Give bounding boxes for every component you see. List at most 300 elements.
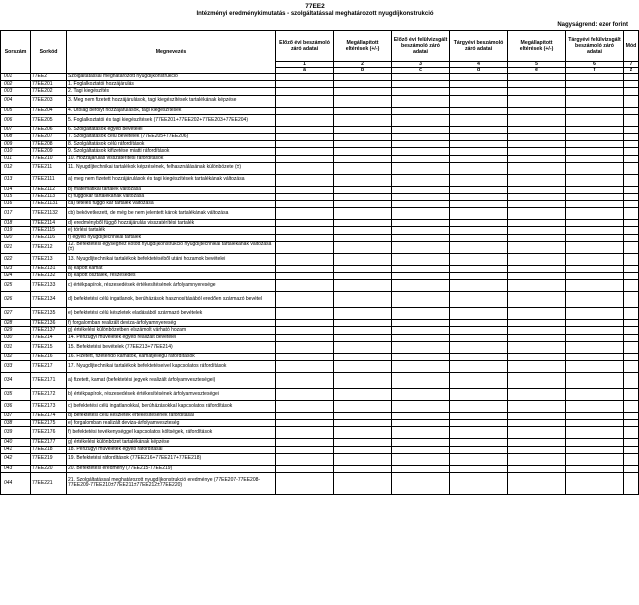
value-cell-4[interactable] (450, 227, 508, 234)
value-cell-4[interactable] (450, 174, 508, 186)
value-cell-5[interactable] (508, 241, 566, 253)
value-cell-7[interactable] (624, 126, 639, 133)
value-cell-1[interactable] (276, 341, 334, 353)
value-cell-6[interactable] (566, 388, 624, 400)
value-cell-1[interactable] (276, 400, 334, 412)
value-cell-6[interactable] (566, 186, 624, 193)
value-cell-6[interactable] (566, 148, 624, 155)
value-cell-5[interactable] (508, 412, 566, 419)
value-cell-3[interactable] (392, 148, 450, 155)
value-cell-6[interactable] (566, 412, 624, 419)
value-cell-4[interactable] (450, 208, 508, 220)
value-cell-3[interactable] (392, 439, 450, 446)
value-cell-4[interactable] (450, 280, 508, 292)
value-cell-3[interactable] (392, 141, 450, 148)
value-cell-3[interactable] (392, 372, 450, 388)
value-cell-3[interactable] (392, 74, 450, 81)
value-cell-6[interactable] (566, 107, 624, 114)
value-cell-1[interactable] (276, 280, 334, 292)
value-cell-7[interactable] (624, 334, 639, 341)
value-cell-1[interactable] (276, 227, 334, 234)
value-cell-2[interactable] (334, 439, 392, 446)
value-cell-1[interactable] (276, 472, 334, 494)
value-cell-7[interactable] (624, 208, 639, 220)
value-cell-5[interactable] (508, 126, 566, 133)
value-cell-5[interactable] (508, 81, 566, 88)
value-cell-1[interactable] (276, 126, 334, 133)
value-cell-5[interactable] (508, 234, 566, 241)
value-cell-2[interactable] (334, 280, 392, 292)
value-cell-6[interactable] (566, 308, 624, 320)
value-cell-4[interactable] (450, 162, 508, 174)
value-cell-4[interactable] (450, 420, 508, 427)
value-cell-3[interactable] (392, 253, 450, 265)
value-cell-5[interactable] (508, 186, 566, 193)
value-cell-3[interactable] (392, 327, 450, 334)
value-cell-1[interactable] (276, 241, 334, 253)
value-cell-2[interactable] (334, 126, 392, 133)
value-cell-4[interactable] (450, 81, 508, 88)
value-cell-3[interactable] (392, 446, 450, 453)
value-cell-2[interactable] (334, 208, 392, 220)
value-cell-6[interactable] (566, 327, 624, 334)
value-cell-4[interactable] (450, 220, 508, 227)
value-cell-5[interactable] (508, 420, 566, 427)
value-cell-6[interactable] (566, 320, 624, 327)
value-cell-6[interactable] (566, 81, 624, 88)
value-cell-7[interactable] (624, 88, 639, 95)
value-cell-2[interactable] (334, 265, 392, 272)
value-cell-3[interactable] (392, 308, 450, 320)
value-cell-7[interactable] (624, 446, 639, 453)
value-cell-5[interactable] (508, 155, 566, 162)
value-cell-2[interactable] (334, 308, 392, 320)
value-cell-1[interactable] (276, 220, 334, 227)
value-cell-6[interactable] (566, 241, 624, 253)
value-cell-6[interactable] (566, 220, 624, 227)
value-cell-6[interactable] (566, 465, 624, 472)
value-cell-5[interactable] (508, 193, 566, 200)
value-cell-3[interactable] (392, 453, 450, 465)
value-cell-1[interactable] (276, 253, 334, 265)
value-cell-1[interactable] (276, 292, 334, 308)
value-cell-7[interactable] (624, 292, 639, 308)
value-cell-5[interactable] (508, 388, 566, 400)
value-cell-7[interactable] (624, 472, 639, 494)
value-cell-3[interactable] (392, 186, 450, 193)
value-cell-2[interactable] (334, 472, 392, 494)
value-cell-2[interactable] (334, 412, 392, 419)
value-cell-3[interactable] (392, 81, 450, 88)
value-cell-6[interactable] (566, 201, 624, 208)
value-cell-7[interactable] (624, 273, 639, 280)
value-cell-6[interactable] (566, 372, 624, 388)
value-cell-2[interactable] (334, 320, 392, 327)
value-cell-1[interactable] (276, 388, 334, 400)
value-cell-4[interactable] (450, 273, 508, 280)
value-cell-6[interactable] (566, 193, 624, 200)
value-cell-6[interactable] (566, 126, 624, 133)
value-cell-2[interactable] (334, 201, 392, 208)
value-cell-7[interactable] (624, 220, 639, 227)
value-cell-4[interactable] (450, 427, 508, 439)
value-cell-4[interactable] (450, 320, 508, 327)
value-cell-4[interactable] (450, 107, 508, 114)
value-cell-2[interactable] (334, 74, 392, 81)
value-cell-6[interactable] (566, 265, 624, 272)
value-cell-1[interactable] (276, 265, 334, 272)
value-cell-3[interactable] (392, 334, 450, 341)
value-cell-7[interactable] (624, 465, 639, 472)
value-cell-4[interactable] (450, 400, 508, 412)
value-cell-4[interactable] (450, 453, 508, 465)
value-cell-4[interactable] (450, 465, 508, 472)
value-cell-2[interactable] (334, 465, 392, 472)
value-cell-2[interactable] (334, 133, 392, 140)
value-cell-4[interactable] (450, 334, 508, 341)
value-cell-1[interactable] (276, 208, 334, 220)
value-cell-3[interactable] (392, 107, 450, 114)
value-cell-7[interactable] (624, 353, 639, 360)
value-cell-2[interactable] (334, 148, 392, 155)
value-cell-4[interactable] (450, 327, 508, 334)
value-cell-4[interactable] (450, 186, 508, 193)
value-cell-1[interactable] (276, 155, 334, 162)
value-cell-3[interactable] (392, 353, 450, 360)
value-cell-1[interactable] (276, 234, 334, 241)
value-cell-2[interactable] (334, 227, 392, 234)
value-cell-3[interactable] (392, 220, 450, 227)
value-cell-2[interactable] (334, 341, 392, 353)
value-cell-4[interactable] (450, 353, 508, 360)
value-cell-5[interactable] (508, 446, 566, 453)
value-cell-7[interactable] (624, 372, 639, 388)
value-cell-4[interactable] (450, 388, 508, 400)
value-cell-5[interactable] (508, 273, 566, 280)
value-cell-1[interactable] (276, 420, 334, 427)
value-cell-1[interactable] (276, 353, 334, 360)
value-cell-2[interactable] (334, 388, 392, 400)
value-cell-3[interactable] (392, 472, 450, 494)
value-cell-6[interactable] (566, 253, 624, 265)
value-cell-6[interactable] (566, 133, 624, 140)
value-cell-1[interactable] (276, 74, 334, 81)
value-cell-1[interactable] (276, 162, 334, 174)
value-cell-4[interactable] (450, 234, 508, 241)
value-cell-4[interactable] (450, 372, 508, 388)
value-cell-7[interactable] (624, 234, 639, 241)
value-cell-5[interactable] (508, 292, 566, 308)
value-cell-4[interactable] (450, 292, 508, 308)
value-cell-1[interactable] (276, 114, 334, 126)
value-cell-2[interactable] (334, 360, 392, 372)
value-cell-6[interactable] (566, 400, 624, 412)
value-cell-6[interactable] (566, 174, 624, 186)
value-cell-1[interactable] (276, 148, 334, 155)
value-cell-1[interactable] (276, 201, 334, 208)
value-cell-5[interactable] (508, 453, 566, 465)
value-cell-7[interactable] (624, 439, 639, 446)
value-cell-5[interactable] (508, 360, 566, 372)
value-cell-1[interactable] (276, 81, 334, 88)
value-cell-2[interactable] (334, 186, 392, 193)
value-cell-1[interactable] (276, 412, 334, 419)
value-cell-2[interactable] (334, 107, 392, 114)
value-cell-6[interactable] (566, 292, 624, 308)
value-cell-3[interactable] (392, 227, 450, 234)
value-cell-1[interactable] (276, 453, 334, 465)
value-cell-5[interactable] (508, 148, 566, 155)
value-cell-7[interactable] (624, 95, 639, 107)
value-cell-1[interactable] (276, 465, 334, 472)
value-cell-2[interactable] (334, 273, 392, 280)
value-cell-6[interactable] (566, 95, 624, 107)
value-cell-5[interactable] (508, 74, 566, 81)
value-cell-7[interactable] (624, 253, 639, 265)
value-cell-5[interactable] (508, 341, 566, 353)
value-cell-7[interactable] (624, 388, 639, 400)
value-cell-7[interactable] (624, 241, 639, 253)
value-cell-2[interactable] (334, 162, 392, 174)
value-cell-7[interactable] (624, 74, 639, 81)
value-cell-2[interactable] (334, 427, 392, 439)
value-cell-2[interactable] (334, 292, 392, 308)
value-cell-6[interactable] (566, 208, 624, 220)
value-cell-4[interactable] (450, 201, 508, 208)
value-cell-4[interactable] (450, 148, 508, 155)
value-cell-7[interactable] (624, 341, 639, 353)
value-cell-7[interactable] (624, 148, 639, 155)
value-cell-4[interactable] (450, 88, 508, 95)
value-cell-7[interactable] (624, 360, 639, 372)
value-cell-3[interactable] (392, 465, 450, 472)
value-cell-1[interactable] (276, 427, 334, 439)
value-cell-5[interactable] (508, 141, 566, 148)
value-cell-2[interactable] (334, 453, 392, 465)
value-cell-6[interactable] (566, 280, 624, 292)
value-cell-2[interactable] (334, 372, 392, 388)
value-cell-3[interactable] (392, 162, 450, 174)
value-cell-1[interactable] (276, 133, 334, 140)
value-cell-3[interactable] (392, 193, 450, 200)
value-cell-2[interactable] (334, 420, 392, 427)
value-cell-3[interactable] (392, 126, 450, 133)
value-cell-4[interactable] (450, 126, 508, 133)
value-cell-2[interactable] (334, 253, 392, 265)
value-cell-5[interactable] (508, 227, 566, 234)
value-cell-5[interactable] (508, 208, 566, 220)
value-cell-5[interactable] (508, 174, 566, 186)
value-cell-5[interactable] (508, 265, 566, 272)
value-cell-7[interactable] (624, 155, 639, 162)
value-cell-6[interactable] (566, 234, 624, 241)
value-cell-7[interactable] (624, 453, 639, 465)
value-cell-4[interactable] (450, 308, 508, 320)
value-cell-3[interactable] (392, 400, 450, 412)
value-cell-6[interactable] (566, 353, 624, 360)
value-cell-6[interactable] (566, 74, 624, 81)
value-cell-4[interactable] (450, 155, 508, 162)
value-cell-4[interactable] (450, 241, 508, 253)
value-cell-4[interactable] (450, 412, 508, 419)
value-cell-4[interactable] (450, 360, 508, 372)
value-cell-3[interactable] (392, 155, 450, 162)
value-cell-5[interactable] (508, 439, 566, 446)
value-cell-5[interactable] (508, 114, 566, 126)
value-cell-2[interactable] (334, 95, 392, 107)
value-cell-2[interactable] (334, 155, 392, 162)
value-cell-1[interactable] (276, 273, 334, 280)
value-cell-3[interactable] (392, 427, 450, 439)
value-cell-4[interactable] (450, 133, 508, 140)
value-cell-6[interactable] (566, 273, 624, 280)
value-cell-6[interactable] (566, 162, 624, 174)
value-cell-1[interactable] (276, 327, 334, 334)
value-cell-7[interactable] (624, 227, 639, 234)
value-cell-3[interactable] (392, 234, 450, 241)
value-cell-2[interactable] (334, 446, 392, 453)
value-cell-3[interactable] (392, 360, 450, 372)
value-cell-2[interactable] (334, 174, 392, 186)
value-cell-6[interactable] (566, 141, 624, 148)
value-cell-7[interactable] (624, 412, 639, 419)
value-cell-3[interactable] (392, 241, 450, 253)
value-cell-3[interactable] (392, 388, 450, 400)
value-cell-3[interactable] (392, 320, 450, 327)
value-cell-4[interactable] (450, 253, 508, 265)
value-cell-1[interactable] (276, 107, 334, 114)
value-cell-7[interactable] (624, 427, 639, 439)
value-cell-7[interactable] (624, 193, 639, 200)
value-cell-3[interactable] (392, 341, 450, 353)
value-cell-3[interactable] (392, 265, 450, 272)
value-cell-3[interactable] (392, 133, 450, 140)
value-cell-3[interactable] (392, 280, 450, 292)
value-cell-1[interactable] (276, 320, 334, 327)
value-cell-6[interactable] (566, 227, 624, 234)
value-cell-5[interactable] (508, 201, 566, 208)
value-cell-2[interactable] (334, 114, 392, 126)
value-cell-4[interactable] (450, 193, 508, 200)
value-cell-5[interactable] (508, 280, 566, 292)
value-cell-7[interactable] (624, 327, 639, 334)
value-cell-2[interactable] (334, 400, 392, 412)
value-cell-4[interactable] (450, 74, 508, 81)
value-cell-3[interactable] (392, 174, 450, 186)
value-cell-5[interactable] (508, 465, 566, 472)
value-cell-3[interactable] (392, 420, 450, 427)
value-cell-5[interactable] (508, 353, 566, 360)
value-cell-3[interactable] (392, 273, 450, 280)
value-cell-4[interactable] (450, 114, 508, 126)
value-cell-7[interactable] (624, 280, 639, 292)
value-cell-3[interactable] (392, 292, 450, 308)
value-cell-5[interactable] (508, 427, 566, 439)
value-cell-6[interactable] (566, 155, 624, 162)
value-cell-3[interactable] (392, 95, 450, 107)
value-cell-5[interactable] (508, 133, 566, 140)
value-cell-3[interactable] (392, 88, 450, 95)
value-cell-1[interactable] (276, 360, 334, 372)
value-cell-6[interactable] (566, 420, 624, 427)
value-cell-2[interactable] (334, 327, 392, 334)
value-cell-5[interactable] (508, 88, 566, 95)
value-cell-2[interactable] (334, 193, 392, 200)
value-cell-7[interactable] (624, 141, 639, 148)
value-cell-6[interactable] (566, 453, 624, 465)
value-cell-7[interactable] (624, 265, 639, 272)
value-cell-6[interactable] (566, 472, 624, 494)
value-cell-3[interactable] (392, 208, 450, 220)
value-cell-1[interactable] (276, 95, 334, 107)
value-cell-4[interactable] (450, 265, 508, 272)
value-cell-3[interactable] (392, 201, 450, 208)
value-cell-7[interactable] (624, 162, 639, 174)
value-cell-4[interactable] (450, 95, 508, 107)
value-cell-4[interactable] (450, 472, 508, 494)
value-cell-7[interactable] (624, 133, 639, 140)
value-cell-7[interactable] (624, 174, 639, 186)
value-cell-7[interactable] (624, 201, 639, 208)
value-cell-1[interactable] (276, 372, 334, 388)
value-cell-5[interactable] (508, 107, 566, 114)
value-cell-5[interactable] (508, 220, 566, 227)
value-cell-5[interactable] (508, 320, 566, 327)
value-cell-1[interactable] (276, 334, 334, 341)
value-cell-1[interactable] (276, 174, 334, 186)
value-cell-2[interactable] (334, 141, 392, 148)
value-cell-5[interactable] (508, 372, 566, 388)
value-cell-7[interactable] (624, 308, 639, 320)
value-cell-7[interactable] (624, 420, 639, 427)
value-cell-7[interactable] (624, 320, 639, 327)
value-cell-5[interactable] (508, 334, 566, 341)
value-cell-5[interactable] (508, 162, 566, 174)
value-cell-6[interactable] (566, 334, 624, 341)
value-cell-6[interactable] (566, 439, 624, 446)
value-cell-1[interactable] (276, 193, 334, 200)
value-cell-5[interactable] (508, 327, 566, 334)
value-cell-4[interactable] (450, 446, 508, 453)
value-cell-7[interactable] (624, 114, 639, 126)
value-cell-1[interactable] (276, 186, 334, 193)
value-cell-1[interactable] (276, 446, 334, 453)
value-cell-2[interactable] (334, 334, 392, 341)
value-cell-2[interactable] (334, 353, 392, 360)
value-cell-2[interactable] (334, 88, 392, 95)
value-cell-7[interactable] (624, 107, 639, 114)
value-cell-1[interactable] (276, 88, 334, 95)
value-cell-3[interactable] (392, 412, 450, 419)
value-cell-3[interactable] (392, 114, 450, 126)
value-cell-7[interactable] (624, 81, 639, 88)
value-cell-4[interactable] (450, 341, 508, 353)
value-cell-5[interactable] (508, 400, 566, 412)
value-cell-6[interactable] (566, 446, 624, 453)
value-cell-1[interactable] (276, 141, 334, 148)
value-cell-5[interactable] (508, 253, 566, 265)
value-cell-2[interactable] (334, 220, 392, 227)
value-cell-6[interactable] (566, 341, 624, 353)
value-cell-1[interactable] (276, 439, 334, 446)
value-cell-2[interactable] (334, 81, 392, 88)
value-cell-6[interactable] (566, 114, 624, 126)
value-cell-2[interactable] (334, 241, 392, 253)
value-cell-1[interactable] (276, 308, 334, 320)
value-cell-7[interactable] (624, 400, 639, 412)
value-cell-5[interactable] (508, 308, 566, 320)
value-cell-5[interactable] (508, 472, 566, 494)
